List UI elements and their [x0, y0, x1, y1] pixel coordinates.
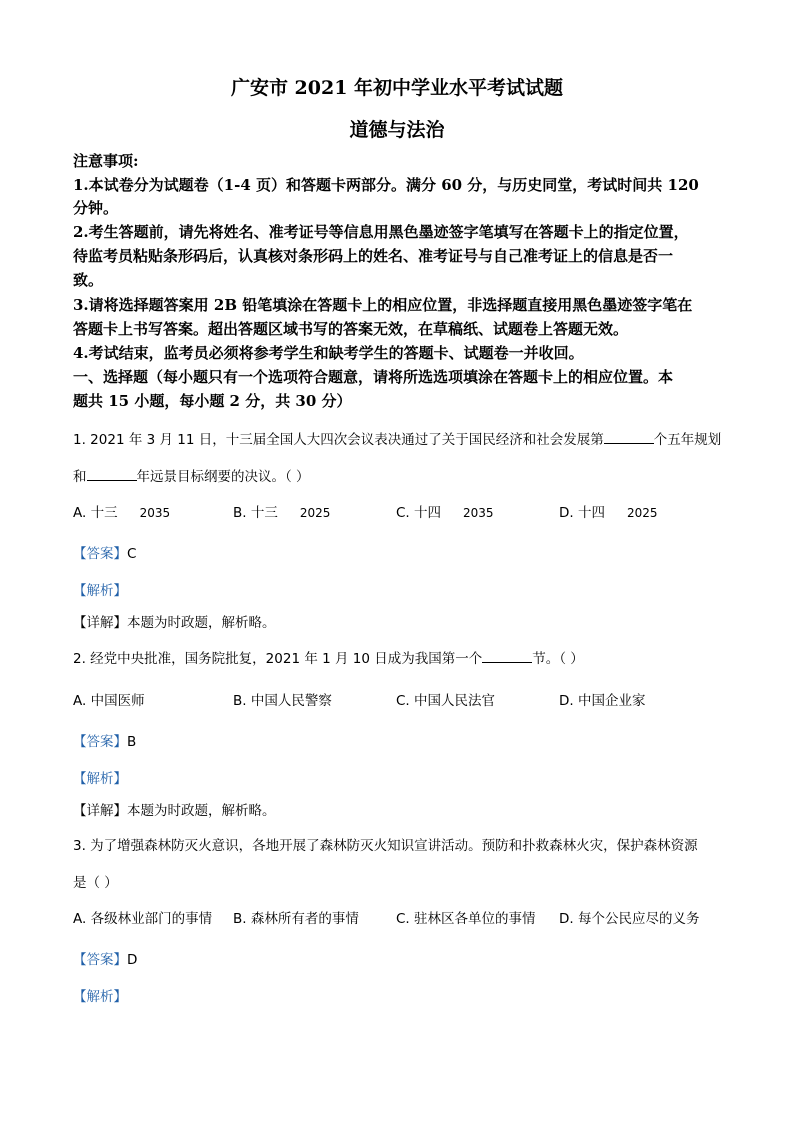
q1-analysis-tag: 【解析】: [73, 583, 127, 599]
notice-line-2: 分钟。: [73, 199, 119, 217]
q3-answer: [73, 948, 723, 968]
q2-analysis-tag: 【解析】: [73, 771, 127, 787]
q3-option-b: B. 森林所有者的事情: [233, 911, 359, 927]
q1-options: [73, 501, 723, 521]
q1-answer-value: C: [127, 546, 137, 562]
section-heading-line-2: 题共 15 小题，每小题 2 分，共 30 分）: [73, 392, 352, 410]
q1-blank-1: [604, 431, 654, 444]
q3-options: [73, 907, 723, 927]
notice-heading: 注意事项:: [73, 152, 139, 170]
q2-stem-text-a: 2. 经党中央批准，国务院批复，2021 年 1 月 10 日成为我国第一个: [73, 651, 483, 667]
notice-line-4: 待监考员粘贴条形码后，认真核对条形码上的姓名、准考证号与自己准考证上的信息是否一: [73, 247, 674, 265]
notice-line-6: 3.请将选择题答案用 2B 铅笔填涂在答题卡上的相应位置，非选择题直接用黑色墨迹签字笔在: [73, 296, 693, 314]
answer-tag: 【答案】: [73, 734, 127, 750]
q2-stem-text-b: 节。（ ）: [532, 651, 584, 667]
q2-detail-text: 本题为时政题，解析略。: [127, 803, 276, 819]
answer-tag: 【答案】: [73, 546, 127, 562]
q1-option-d: D. 十四 2025: [559, 505, 658, 521]
q2-option-a: A. 中国医师: [73, 693, 145, 709]
notice-line-8: 4.考试结束，监考员必须将参考学生和缺考学生的答题卡、试题卷一并收回。: [73, 344, 584, 362]
exam-title: 广安市 2021 年初中学业水平考试试题: [230, 77, 564, 99]
q2-blank: [482, 650, 532, 663]
answer-tag: 【答案】: [73, 952, 127, 968]
q1-detail-text: 本题为时政题，解析略。: [127, 615, 276, 631]
q1-option-c: C. 十四 2035: [396, 505, 494, 521]
q1-stem-line-2: [73, 465, 723, 485]
q3-stem-line-1: 3. 为了增强森林防灭火意识，各地开展了森林防灭火知识宣讲活动。预防和扑救森林火灾，保护森林资源: [73, 838, 698, 854]
detail-tag: 【详解】: [73, 803, 127, 819]
q3-answer-value: D: [127, 952, 138, 968]
q2-option-d: D. 中国企业家: [559, 693, 646, 709]
q1-stem-line-1: [73, 428, 723, 448]
q1-stem-text-b: 个五年规划: [653, 432, 722, 448]
q3-analysis-tag: 【解析】: [73, 989, 127, 1005]
notice-line-5: 致。: [73, 271, 104, 289]
q1-option-b: B. 十三 2025: [233, 505, 331, 521]
q1-stem-text-d: 年远景目标纲要的决议。（ ）: [136, 469, 310, 485]
q1-answer: [73, 542, 723, 562]
q1-stem-text-c: 和: [73, 469, 87, 485]
q1-stem-text-a: 1. 2021 年 3 月 11 日，十三届全国人大四次会议表决通过了关于国民经济和社会发展第: [73, 432, 604, 448]
q2-option-b: B. 中国人民警察: [233, 693, 332, 709]
q2-detail: [73, 799, 723, 819]
q1-blank-2: [87, 468, 137, 481]
notice-line-3: 2.考生答题前，请先将姓名、准考证号等信息用黑色墨迹签字笔填写在答题卡上的指定位置，: [73, 223, 689, 241]
q1-detail: [73, 611, 723, 631]
q3-option-c: C. 驻林区各单位的事情: [396, 911, 536, 927]
q2-options: [73, 689, 723, 709]
q3-stem-line-2: 是（ ）: [73, 875, 118, 891]
exam-subtitle: 道德与法治: [349, 119, 445, 141]
q2-answer: [73, 730, 723, 750]
q3-option-d: D. 每个公民应尽的义务: [559, 911, 700, 927]
q2-option-c: C. 中国人民法官: [396, 693, 496, 709]
notice-line-1: 1.本试卷分为试题卷（1-4 页）和答题卡两部分。满分 60 分，与历史同堂，考试时间共 120: [73, 176, 699, 194]
notice-line-7: 答题卡上书写答案。超出答题区域书写的答案无效，在草稿纸、试题卷上答题无效。: [73, 320, 629, 338]
q2-answer-value: B: [127, 734, 137, 750]
section-heading-line-1: 一、选择题（每小题只有一个选项符合题意，请将所选选项填涂在答题卡上的相应位置。本: [73, 368, 674, 386]
q2-stem: [73, 647, 723, 667]
detail-tag: 【详解】: [73, 615, 127, 631]
q1-option-a: A. 十三 2035: [73, 505, 171, 521]
q3-option-a: A. 各级林业部门的事情: [73, 911, 213, 927]
